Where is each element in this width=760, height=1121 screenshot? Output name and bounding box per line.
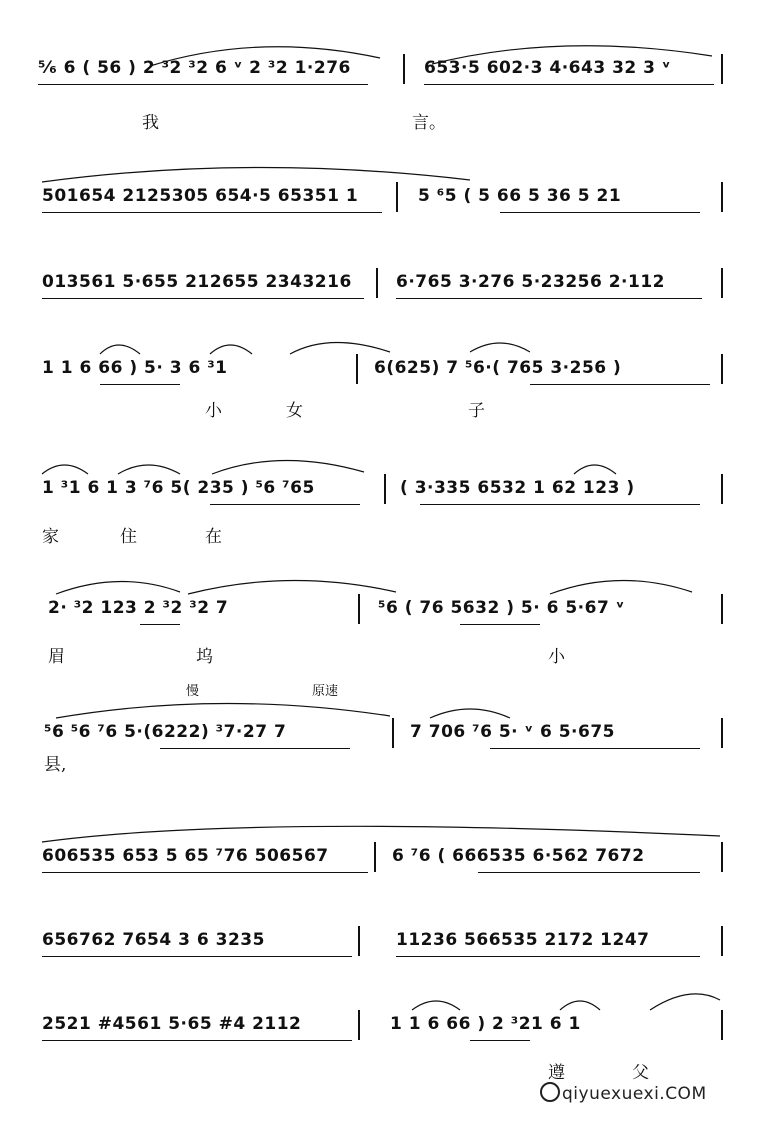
underline (210, 504, 360, 505)
direction-tempo: 原速 (312, 684, 339, 699)
notes-left: 606535 653 5 65 ⁷76 506567 (42, 846, 329, 866)
underline (470, 1040, 530, 1041)
underline (460, 624, 540, 625)
bar-line (392, 718, 394, 748)
bar-line (384, 474, 386, 504)
lyric: 眉 (48, 647, 65, 667)
underline (42, 298, 364, 299)
lyric: 家 (42, 527, 59, 547)
notes-left: 1 1 6 66 ) 5· 3 6 ³1 (42, 358, 228, 378)
bar-line (358, 926, 360, 956)
underline (396, 298, 702, 299)
underline (42, 1040, 352, 1041)
lyric: 父 (632, 1063, 649, 1083)
lyric: 子 (468, 401, 485, 421)
bar-line (396, 182, 398, 212)
notes-right: ( 3·335 6532 1 62 123 ) (400, 478, 635, 498)
underline (490, 748, 700, 749)
lyric: 遵 (548, 1063, 565, 1083)
underline (420, 504, 700, 505)
notes-right: 1 1 6 66 ) 2 ³21 6 1 (390, 1014, 581, 1034)
bar-line (721, 354, 723, 384)
bar-line (721, 926, 723, 956)
notes-left: 501654 2125305 654·5 65351 1 (42, 186, 359, 206)
notes-left: ⁵⁄₆ 6 ( 56 ) 2 ³2 ³2 6 ᵛ 2 ³2 1·276 (38, 58, 351, 78)
underline (424, 84, 714, 85)
underline (100, 384, 180, 385)
lyric: 言。 (412, 113, 446, 133)
notes-right: 6 ⁷6 ( 666535 6·562 7672 (392, 846, 645, 866)
notes-right: 653·5 602·3 4·643 32 3 ᵛ (424, 58, 671, 78)
notes-right: 5 ⁶5 ( 5 66 5 36 5 21 (418, 186, 622, 206)
underline (160, 748, 350, 749)
bar-line (374, 842, 376, 872)
underline (38, 84, 368, 85)
notes-left: ⁵6 ⁵6 ⁷6 5·(6222) ³7·27 7 (44, 722, 287, 742)
underline (396, 956, 700, 957)
underline (42, 872, 368, 873)
bar-line (358, 1010, 360, 1040)
bar-line (721, 1010, 723, 1040)
notes-right: ⁵6 ( 76 5632 ) 5· 6 5·67 ᵛ (378, 598, 625, 618)
notes-left: 2521 #4561 5·65 #4 2112 (42, 1014, 302, 1034)
underline (42, 212, 382, 213)
lyric: 县, (44, 755, 67, 775)
underline (478, 872, 700, 873)
watermark-logo-icon (540, 1082, 560, 1102)
watermark (540, 1082, 707, 1104)
underline (42, 956, 352, 957)
notes-left: 656762 7654 3 6 3235 (42, 930, 265, 950)
lyric: 小 (205, 401, 222, 421)
lyric: 我 (142, 113, 159, 133)
bar-line (721, 54, 723, 84)
bar-line (358, 594, 360, 624)
lyric: 小 (548, 647, 565, 667)
notes-right: 6·765 3·276 5·23256 2·112 (396, 272, 666, 292)
watermark-text: qiyuexuexi.COM (562, 1084, 707, 1104)
bar-line (403, 54, 405, 84)
bar-line (376, 268, 378, 298)
bar-line (721, 474, 723, 504)
direction-slow: 慢 (186, 684, 200, 699)
notes-right: 11236 566535 2172 1247 (396, 930, 650, 950)
underline (530, 384, 710, 385)
lyric: 女 (286, 401, 303, 421)
notes-right: 7 706 ⁷6 5· ᵛ 6 5·675 (410, 722, 616, 742)
notes-left: 2· ³2 123 2 ³2 ³2 7 (48, 598, 229, 618)
lyric: 在 (205, 527, 222, 547)
bar-line (721, 268, 723, 298)
notes-right: 6(625) 7 ⁵6·( 765 3·256 ) (374, 358, 622, 378)
notes-left: 013561 5·655 212655 2343216 (42, 272, 352, 292)
underline (500, 212, 700, 213)
bar-line (721, 842, 723, 872)
notes-left: 1 ³1 6 1 3 ⁷6 5( 235 ) ⁵6 ⁷65 (42, 478, 315, 498)
lyric: 住 (120, 527, 137, 547)
bar-line (721, 718, 723, 748)
lyric: 坞 (196, 647, 213, 667)
bar-line (356, 354, 358, 384)
underline (140, 624, 180, 625)
bar-line (721, 594, 723, 624)
bar-line (721, 182, 723, 212)
